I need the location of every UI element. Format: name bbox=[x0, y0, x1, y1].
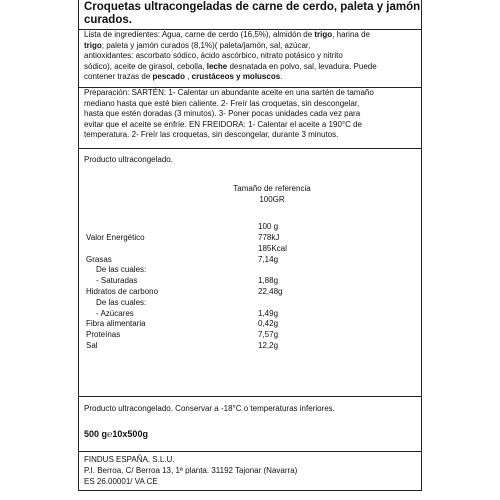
ingredients-block bbox=[84, 30, 418, 83]
nutrition-value-salt: 12,2g bbox=[258, 341, 279, 350]
allergen-crustaceos: crustáceos y moluscos bbox=[191, 72, 281, 82]
company-address: P.I. Berroa. C/ Berroa 13, 1ª planta. 31192 Tajonar (Navarra) bbox=[84, 465, 298, 475]
company-name: FINDUS ESPAÑA, S.L.U. bbox=[84, 455, 175, 464]
nutrition-value-fibre: 0,42g bbox=[258, 319, 279, 329]
allergen-trigo: trigo bbox=[84, 40, 102, 50]
divider bbox=[78, 451, 422, 452]
nutrition-label-fibre: Fibra alimentaria bbox=[86, 319, 146, 329]
company-block bbox=[84, 455, 297, 487]
nutrition-value-energy-kcal: 185Kcal bbox=[258, 243, 287, 253]
ingredients-text: , harina de bbox=[332, 30, 370, 39]
ingredients-text: sódico), aceite de girasol, cebolla, bbox=[84, 61, 205, 71]
product-title bbox=[84, 1, 422, 27]
nutrition-label-protein: Proteínas bbox=[86, 330, 121, 340]
preparation-line: hasta que estén doradas (3 minutos). 3- Poner pocas unidades cada vez para bbox=[84, 109, 361, 119]
storage-note: Producto ultracongelado. Conservar a -18°C o temperaturas inferiores. bbox=[84, 404, 335, 413]
allergen-leche: leche bbox=[206, 61, 228, 71]
preparation-line: temperatura. 2- Freír las croquetas, sin descongelar, durante 3 minutos. bbox=[84, 130, 339, 140]
health-mark: ES 26.00001/ VA CE bbox=[84, 476, 158, 486]
title-line-1: Croquetas ultracongeladas de carne de cerdo, paleta y jamón bbox=[84, 1, 421, 13]
preparation-line: evitar que el aceite se enfríe. EN FREIDORA: 1- Calentar el aceite a 190°C de bbox=[84, 119, 362, 129]
nutrition-label-saturated: - Saturadas bbox=[96, 276, 138, 286]
ingredients-text: desnatada en polvo, sal, levadura. Puede bbox=[229, 61, 377, 71]
allergen-trigo: trigo bbox=[314, 30, 333, 39]
ingredients-text: , bbox=[187, 72, 190, 82]
title-line-2: curados. bbox=[84, 14, 132, 26]
preparation-block bbox=[84, 88, 418, 141]
nutrition-value-energy-kj: 778kJ bbox=[258, 233, 280, 242]
preparation-line: mediano hasta que esté bien caliente. 2- Freír las croquetas, sin descongelar, bbox=[84, 98, 360, 108]
divider bbox=[78, 396, 422, 397]
ingredients-text: . bbox=[280, 72, 283, 82]
nutrition-label-carbs-of-which: De las cuales: bbox=[96, 297, 147, 307]
preparation-line: Preparación: SARTÉN: 1- Calentar un abundante aceite en una sartén de tamaño bbox=[84, 88, 374, 97]
net-weight: 500 g℮10x500g bbox=[84, 429, 148, 439]
nutrition-value-carbs: 22,48g bbox=[258, 287, 283, 296]
allergen-pescado: pescado bbox=[152, 72, 185, 82]
nutrition-label-salt: Sal bbox=[86, 341, 98, 350]
nutrition-label-fat-of-which: De las cuales: bbox=[96, 265, 147, 275]
per-100g-header: 100 g bbox=[258, 222, 279, 231]
product-type: Producto ultracongelado. bbox=[84, 155, 173, 164]
ingredients-text: ; paleta y jamón curados (8,1%)( paleta/jamón, sal, azúcar, bbox=[101, 40, 311, 50]
ingredients-text: Lista de ingredientes: Agua, carne de cerdo (16,5%), almidón de bbox=[84, 30, 313, 39]
nutrition-value-protein: 7,57g bbox=[258, 330, 279, 340]
nutrition-value-saturated: 1,88g bbox=[258, 276, 279, 286]
ingredients-text: antioxidantes: ascorbato sódico, ácido ascórbico, nitrato potásico y nitrito bbox=[84, 51, 343, 61]
nutrition-label-energy-kj: Valor Energético bbox=[86, 233, 145, 242]
reference-size-value: 100GR bbox=[259, 195, 285, 204]
divider bbox=[78, 148, 422, 149]
nutrition-value-fat: 7,14g bbox=[258, 254, 279, 264]
nutrition-label-carbs: Hidratos de carbono bbox=[86, 287, 159, 296]
nutrition-value-sugars: 1,49g bbox=[258, 308, 279, 318]
nutrition-label-fat: Grasas bbox=[86, 254, 112, 264]
ingredients-text: contener trazas de bbox=[84, 72, 151, 82]
reference-size bbox=[232, 183, 312, 205]
reference-size-label: Tamaño de referencia bbox=[233, 184, 311, 193]
nutrition-label-sugars: - Azúcares bbox=[96, 308, 134, 318]
